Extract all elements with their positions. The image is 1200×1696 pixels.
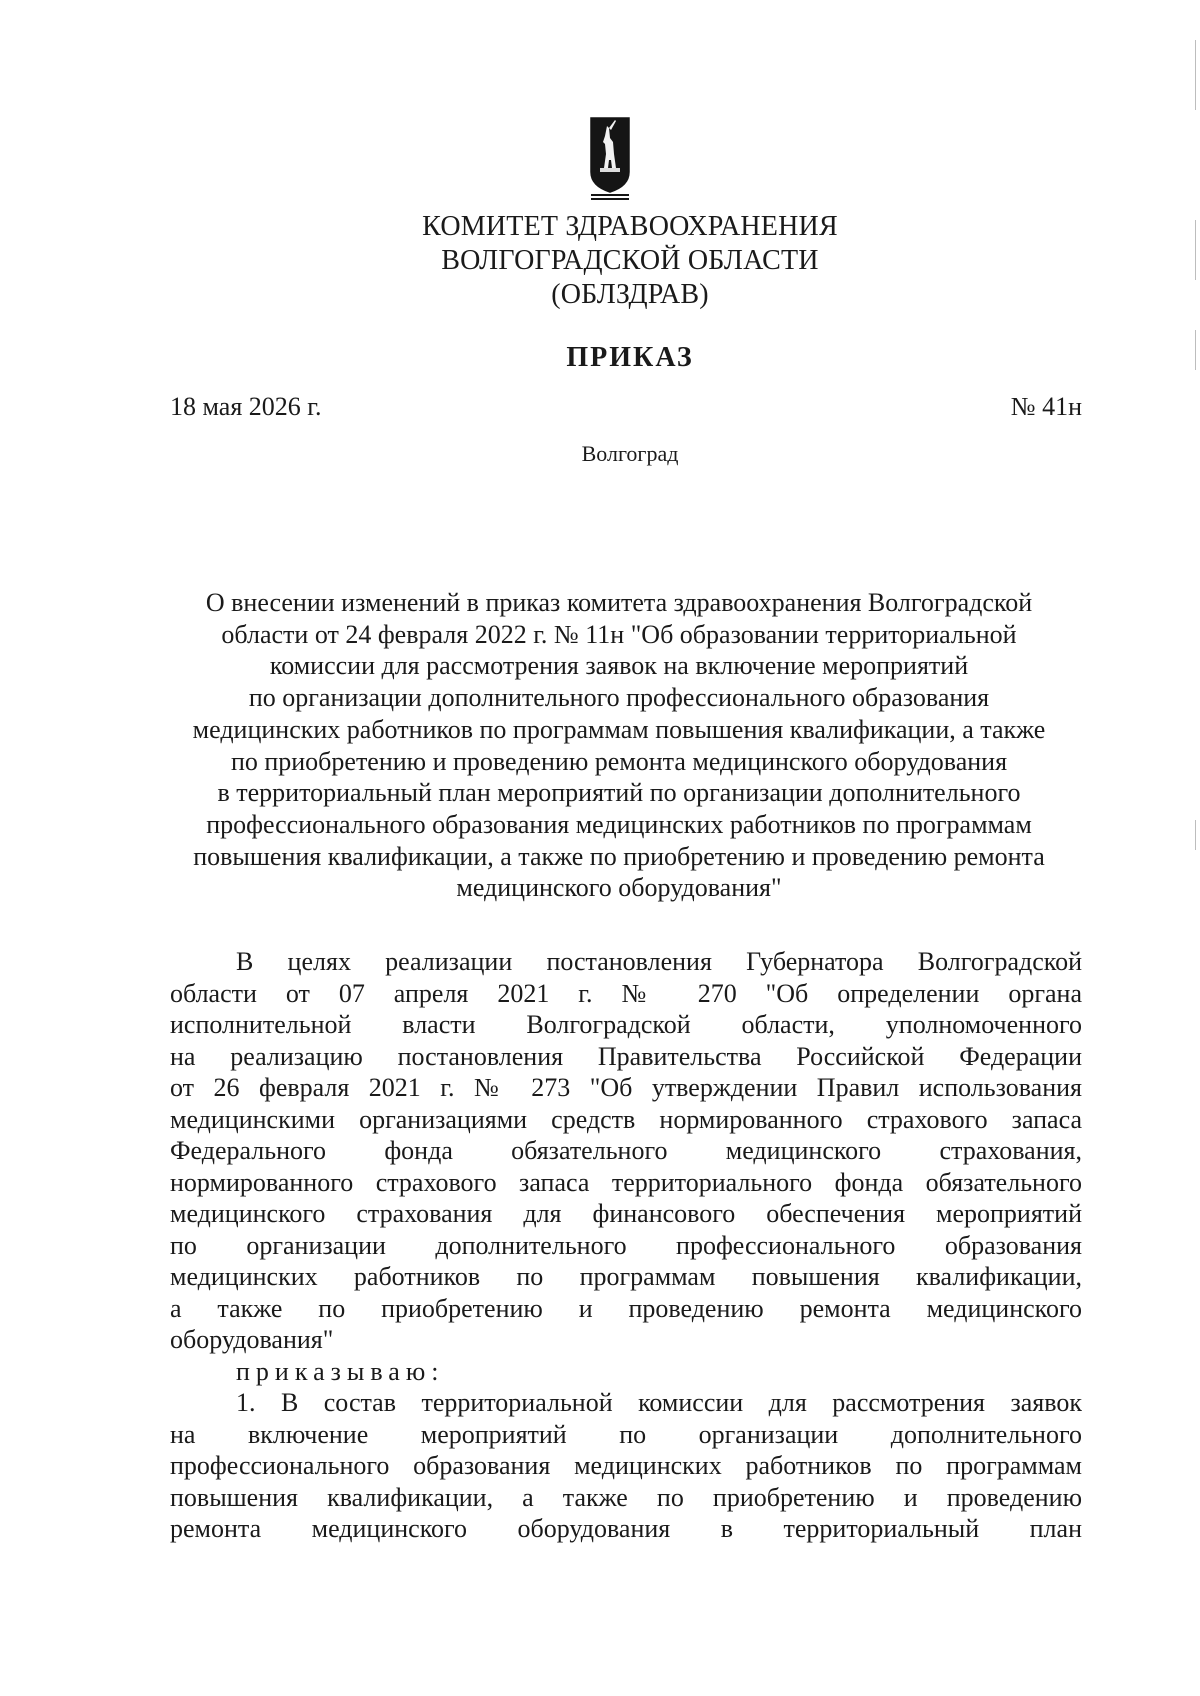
- scan-edge-mark: [1195, 220, 1196, 280]
- subject-line: по организации дополнительного профессионального образования: [248, 683, 990, 713]
- order-city: Волгоград: [581, 441, 679, 466]
- body-line: медицинского страхования для финансового обеспечения мероприятий: [170, 1199, 1082, 1228]
- subject-line: медицинских работников по программам повышения квалификации, а также: [192, 714, 1046, 744]
- body-line: на реализацию постановления Правительства Российской Федерации: [170, 1041, 1082, 1071]
- body-line: повышения квалификации, а также по приобретению и проведению: [170, 1482, 1082, 1512]
- subject-line: области от 24 февраля 2022 г. № 11н "Об образовании территориальной: [221, 619, 1017, 649]
- document-title: ПРИКАЗ: [566, 342, 694, 373]
- subject-line: по приобретению и проведению ремонта медицинского оборудования: [230, 746, 1008, 776]
- body-line: исполнительной власти Волгоградской области, уполномоченного: [170, 1010, 1082, 1039]
- subject-line: повышения квалификации, а также по приобретению и проведению ремонта: [193, 841, 1045, 871]
- subject-line: профессионального образования медицинских работников по программам: [206, 809, 1032, 839]
- order-subject: [150, 587, 1088, 904]
- body-line: области от 07 апреля 2021 г. № 270 "Об определении органа: [170, 978, 1082, 1008]
- order-number: № 41н: [1010, 392, 1082, 421]
- body-line: от 26 февраля 2021 г. № 273 "Об утверждении Правил использования: [170, 1073, 1082, 1102]
- body-line: а также по приобретению и проведению ремонта медицинского: [170, 1293, 1082, 1323]
- body-line: медицинских работников по программам повышения квалификации,: [170, 1262, 1082, 1291]
- body-line: медицинскими организациями средств нормированного страхового запаса: [170, 1104, 1082, 1134]
- subject-line: медицинского оборудования": [456, 873, 782, 903]
- body-line: нормированного страхового запаса территориального фонда обязательного: [170, 1167, 1082, 1197]
- body-line: по организации дополнительного профессионального образования: [170, 1230, 1082, 1260]
- organization-header: [300, 210, 960, 312]
- body-line: Федерального фонда обязательного медицинского страхования,: [170, 1136, 1082, 1165]
- subject-line: в территориальный план мероприятий по организации дополнительного: [217, 778, 1021, 808]
- header-line-2: ВОЛГОГРАДСКОЙ ОБЛАСТИ: [441, 245, 819, 276]
- scan-edge-mark: [1195, 330, 1196, 370]
- body-line: В целях реализации постановления Губернатора Волгоградской: [236, 947, 1082, 976]
- header-line-3: (ОБЛЗДРАВ): [551, 279, 709, 310]
- scan-edge-mark: [1195, 40, 1196, 110]
- subject-line: О внесении изменений в приказ комитета здравоохранения Волгоградской: [205, 588, 1033, 617]
- body-line: оборудования": [170, 1325, 334, 1354]
- order-verb: приказываю:: [236, 1356, 445, 1386]
- body-line: профессионального образования медицинских работников по программам: [170, 1451, 1082, 1480]
- header-line-1: КОМИТЕТ ЗДРАВООХРАНЕНИЯ: [422, 211, 838, 242]
- body-line: 1. В состав территориальной комиссии для рассмотрения заявок: [236, 1388, 1082, 1417]
- body-line: на включение мероприятий по организации дополнительного: [170, 1419, 1082, 1449]
- order-date: 18 мая 2026 г.: [170, 392, 322, 421]
- body-line: ремонта медицинского оборудования в территориальный план: [170, 1514, 1082, 1543]
- coat-of-arms-emblem: [589, 116, 631, 200]
- subject-line: комиссии для рассмотрения заявок на включение мероприятий: [269, 651, 969, 681]
- order-body: [170, 946, 1082, 1545]
- scan-edge-mark: [1195, 820, 1196, 850]
